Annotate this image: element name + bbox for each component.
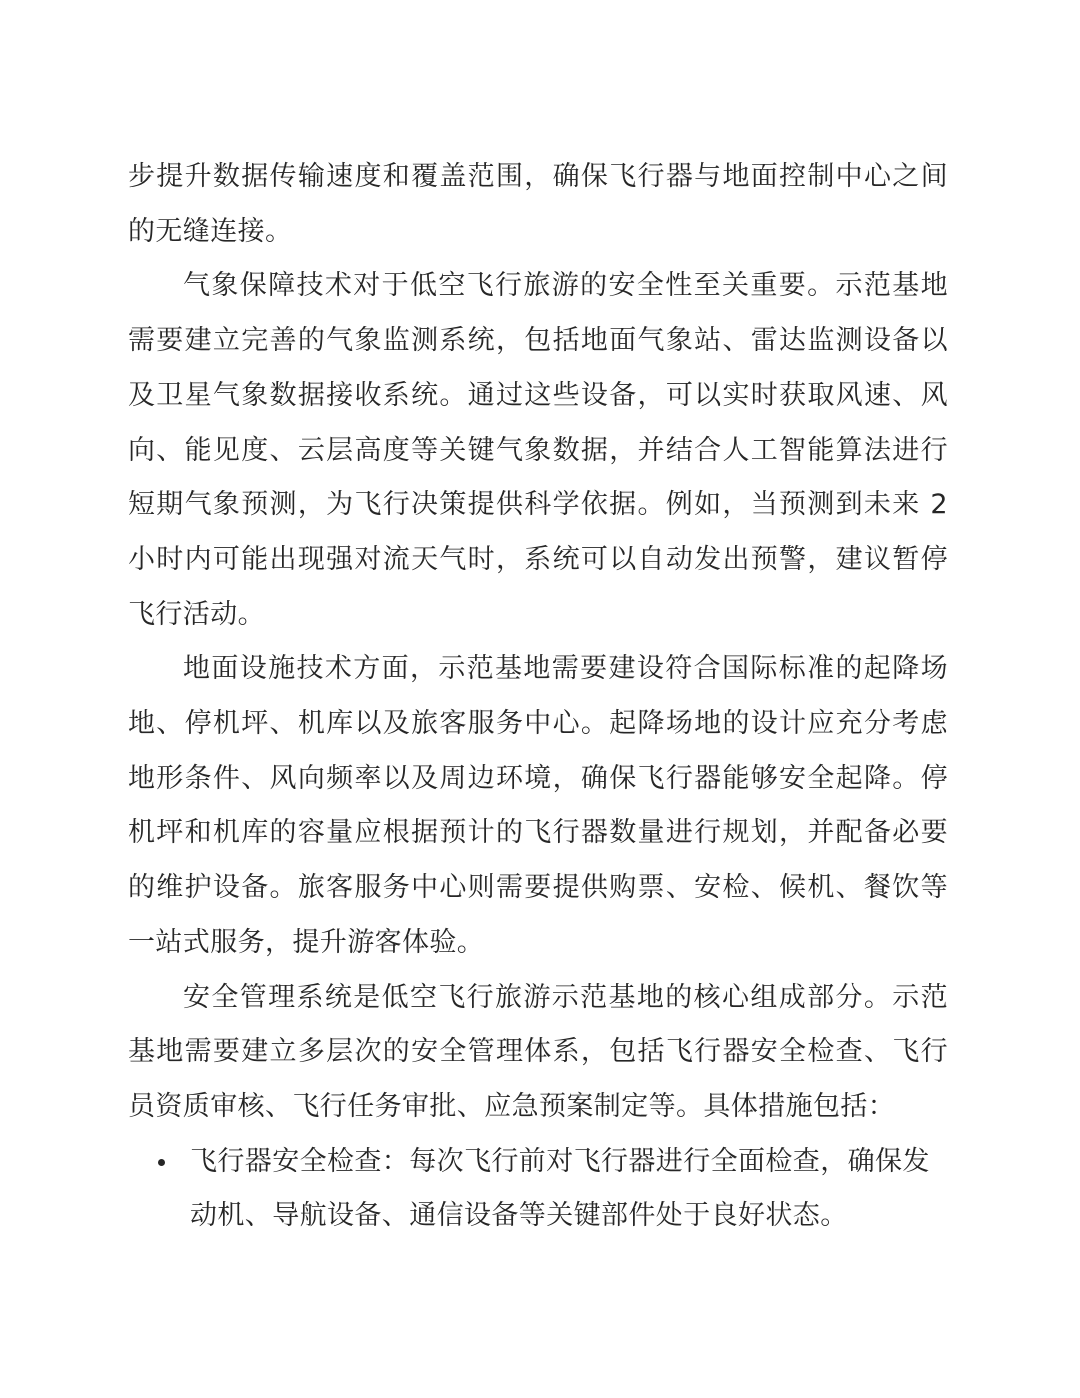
- paragraph-2: 气象保障技术对于低空飞行旅游的安全性至关重要。示范基地需要建立完善的气象监测系统，包括地面气象站、雷达监测设备以及卫星气象数据接收系统。通过这些设备，可以实时获取风速、风向、能见度、云层高度等关键气象数据，并结合人工智能算法进行短期气象预测，为飞行决策提供科学依据。例如，当预测到未来 2 小时内可能出现强对流天气时，系统可以自动发出预警，建议暂停飞行活动。: [128, 270, 948, 630]
- bullet-text: 飞行器安全检查：每次飞行前对飞行器进行全面检查，确保发动机、导航设备、通信设备等关键部件处于良好状态。: [190, 1145, 930, 1232]
- list-item: [128, 1135, 948, 1244]
- paragraph-1: 步提升数据传输速度和覆盖范围，确保飞行器与地面控制中心之间的无缝连接。: [128, 161, 948, 247]
- bullet-icon: [158, 1159, 165, 1166]
- document-body: [128, 150, 948, 1244]
- paragraph-3: 地面设施技术方面，示范基地需要建设符合国际标准的起降场地、停机坪、机库以及旅客服务中心。起降场地的设计应充分考虑地形条件、风向频率以及周边环境，确保飞行器能够安全起降。停机坪和机库的容量应根据预计的飞行器数量进行规划，并配备必要的维护设备。旅客服务中心则需要提供购票、安检、候机、餐饮等一站式服务，提升游客体验。: [128, 653, 948, 958]
- paragraph-4: 安全管理系统是低空飞行旅游示范基地的核心组成部分。示范基地需要建立多层次的安全管理体系，包括飞行器安全检查、飞行员资质审核、飞行任务审批、应急预案制定等。具体措施包括：: [128, 981, 948, 1122]
- bullet-list: [128, 1135, 948, 1244]
